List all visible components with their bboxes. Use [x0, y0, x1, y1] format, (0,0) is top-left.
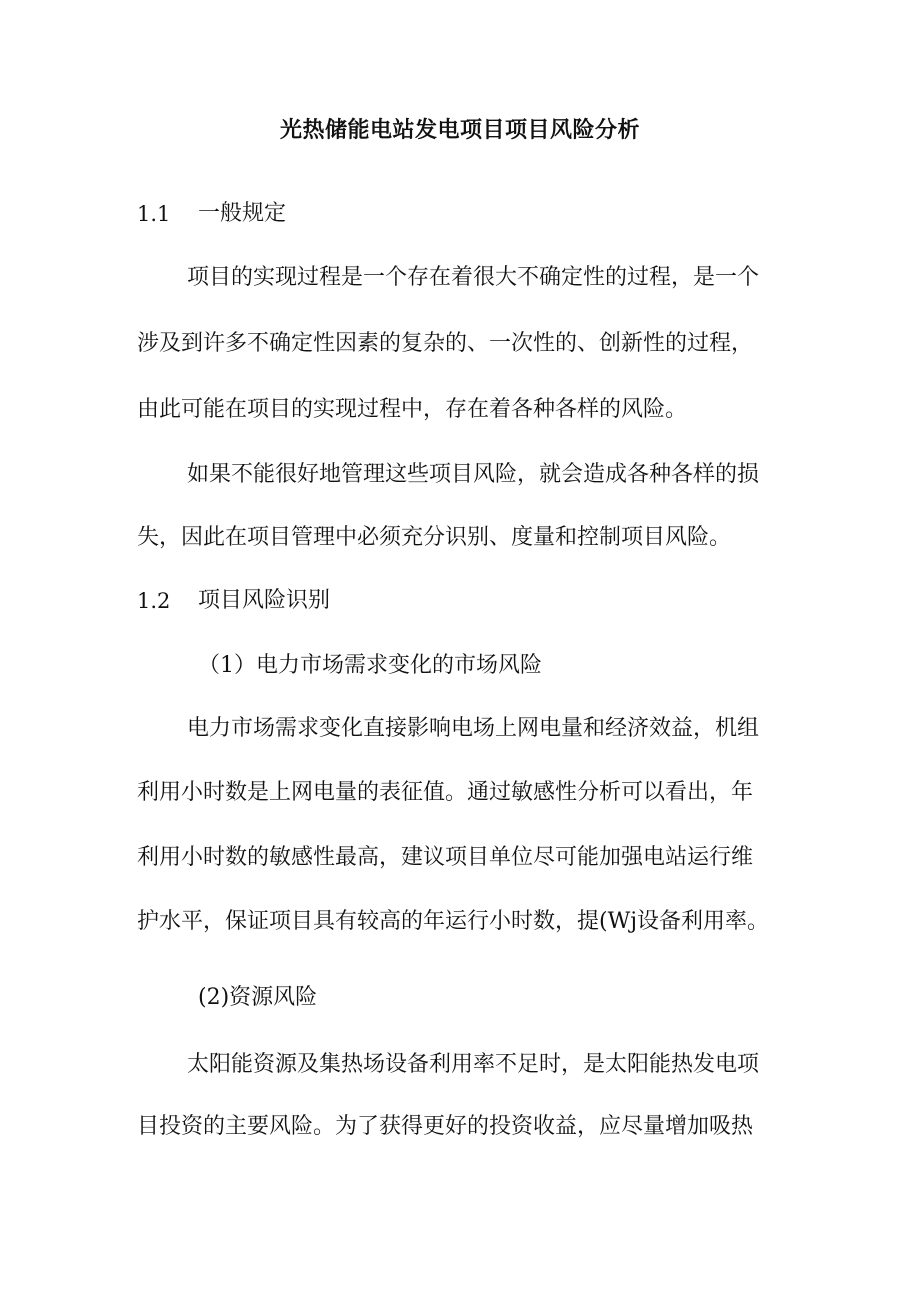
paragraph-line: 利用小时数是上网电量的表征值。通过敏感性分析可以看出，年 [137, 780, 754, 805]
paragraph-line: 如果不能很好地管理这些项目风险，就会造成各种各样的损 [187, 462, 760, 487]
paragraph-line: 涉及到许多不确定性因素的复杂的、一次性的、创新性的过程， [137, 331, 754, 356]
paragraph-line: 由此可能在项目的实现过程中，存在着各种各样的风险。 [137, 397, 688, 422]
section-1-1-heading: 一般规定 [198, 201, 287, 226]
paragraph-line: 太阳能资源及集热场设备利用率不足时，是太阳能热发电项 [187, 1052, 760, 1077]
subsection-2-heading: (2)资源风险 [198, 985, 318, 1010]
paragraph-line: 电力市场需求变化直接影响电场上网电量和经济效益，机组 [187, 716, 760, 741]
paragraph-line: 护水平，保证项目具有较高的年运行小时数，提(Wj设备利用率。 [137, 909, 770, 934]
paragraph-line: 目投资的主要风险。为了获得更好的投资收益，应尽量增加吸热 [137, 1114, 754, 1139]
paragraph-line: 利用小时数的敏感性最高，建议项目单位尽可能加强电站运行维 [137, 845, 754, 870]
document-title: 光热储能电站发电项目项目风险分析 [279, 117, 640, 143]
paragraph-line: 项目的实现过程是一个存在着很大不确定性的过程，是一个 [187, 265, 760, 290]
section-1-2-heading: 项目风险识别 [198, 588, 331, 613]
paragraph-line: 失，因此在项目管理中必须充分识别、度量和控制项目风险。 [137, 525, 732, 550]
section-1-2-number: 1.2 [137, 589, 171, 613]
section-1-1-number: 1.1 [137, 202, 171, 226]
subsection-1-heading: （1）电力市场需求变化的市场风险 [198, 653, 542, 678]
